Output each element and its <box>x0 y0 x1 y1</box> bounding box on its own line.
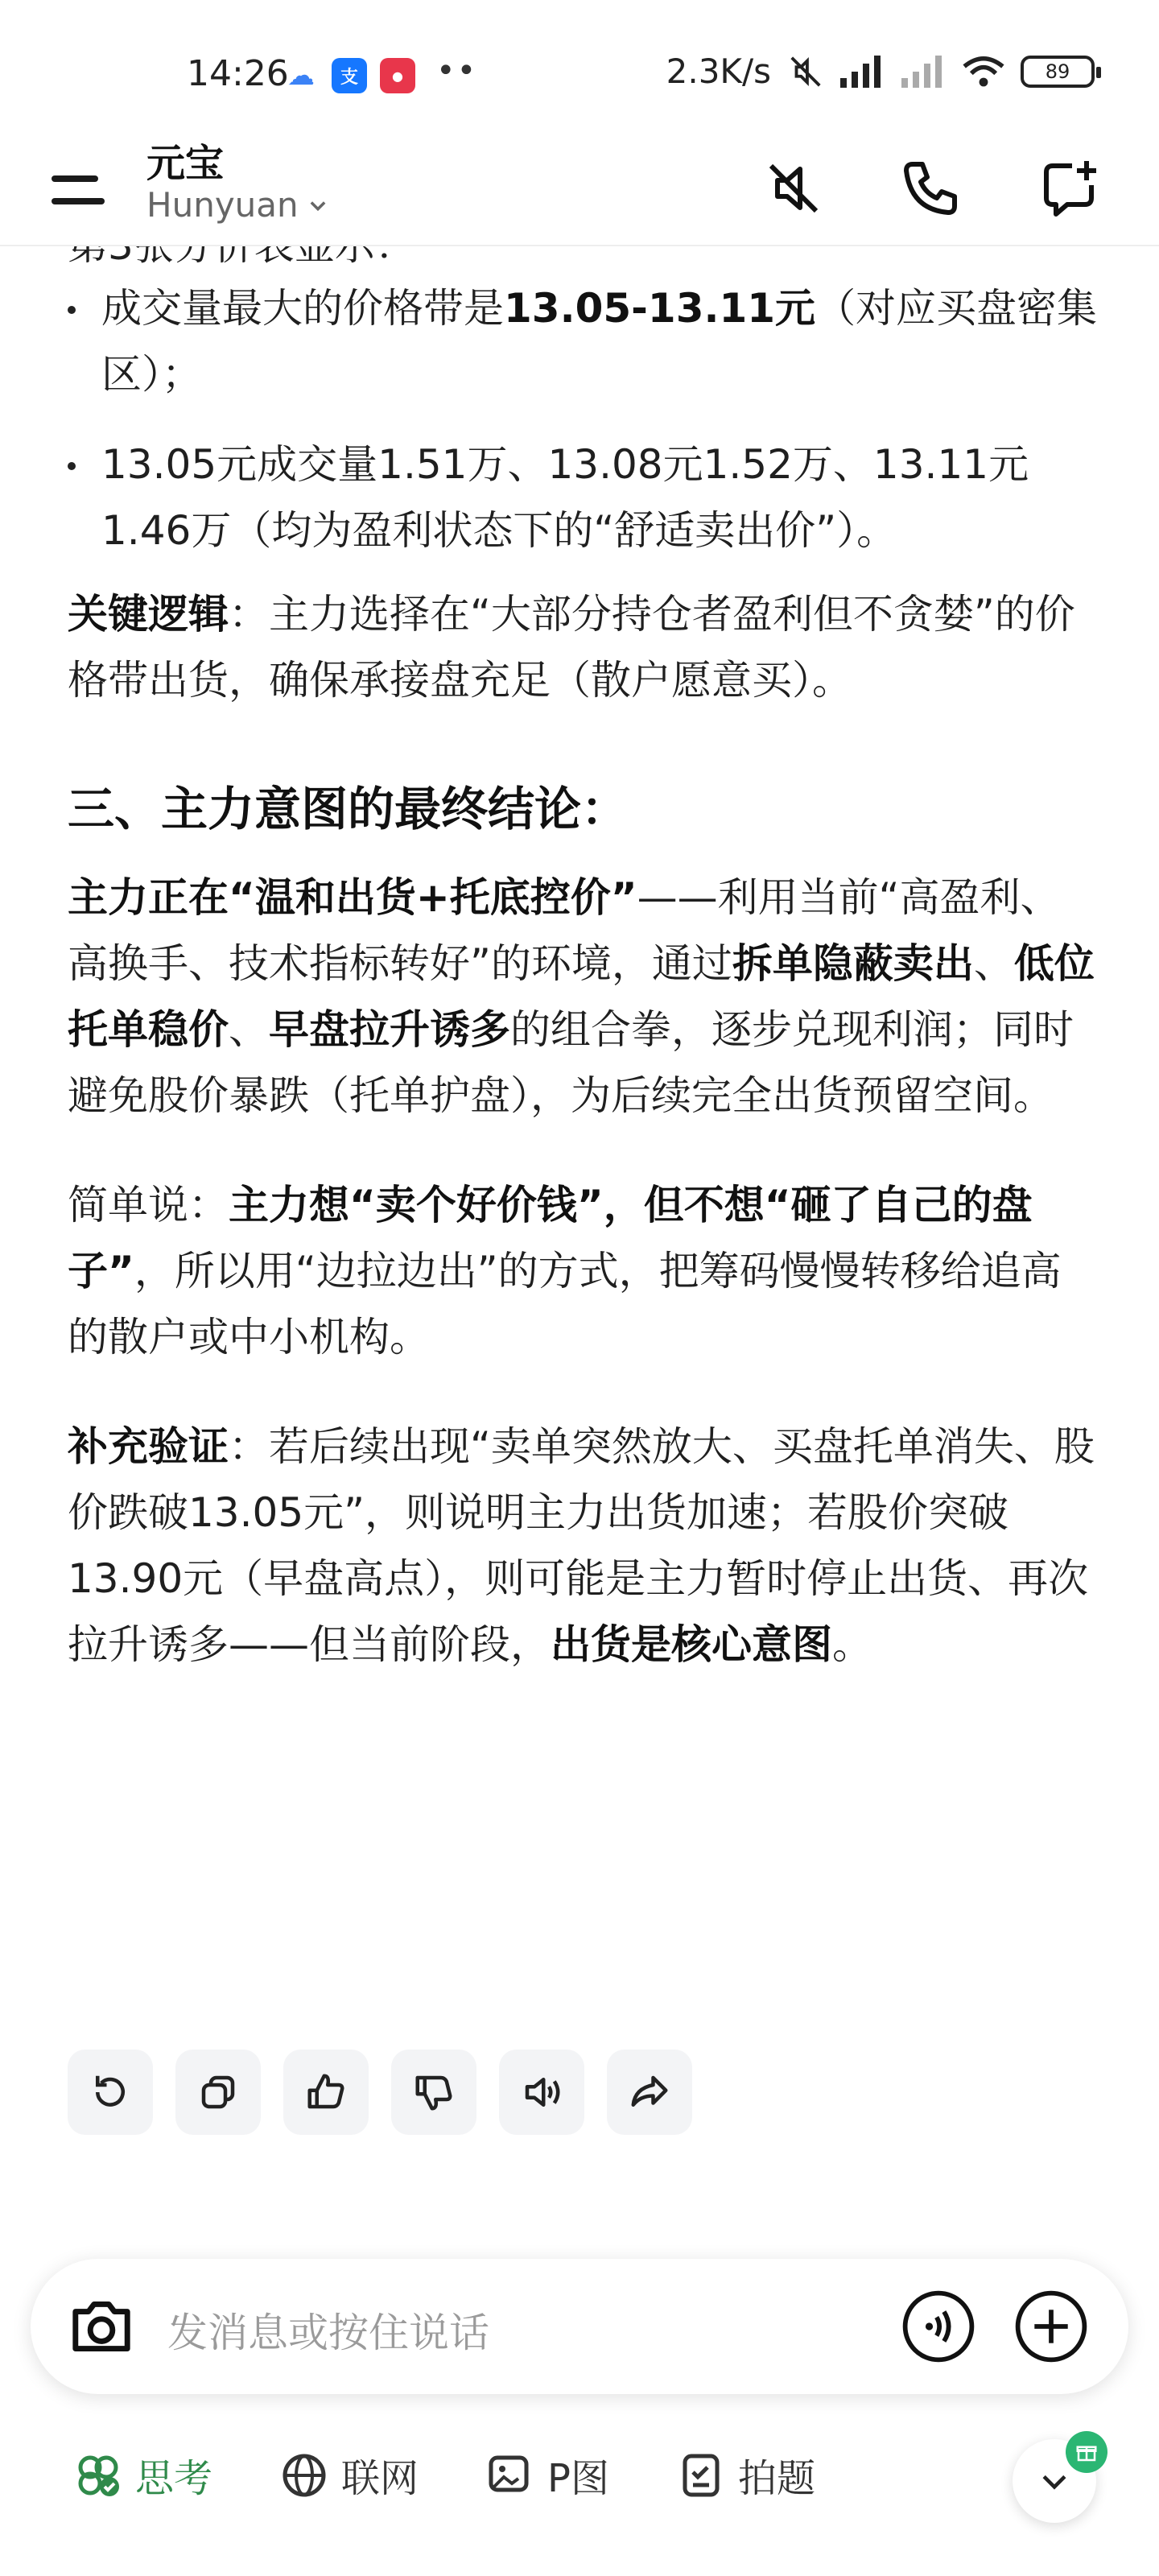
share-icon <box>628 2070 671 2114</box>
voice-call-button[interactable] <box>901 2289 975 2363</box>
summary-paragraph <box>68 1172 1098 1370</box>
read-aloud-button[interactable] <box>499 2050 584 2135</box>
alipay-icon: 支 <box>332 58 367 93</box>
speaker-muted-icon <box>761 156 826 221</box>
list-item <box>68 275 1098 407</box>
bold-text: 早盘拉升诱多 <box>269 1006 510 1053</box>
bold-text: 出货是核心意图 <box>551 1621 832 1668</box>
signal-icon <box>840 56 885 88</box>
tab-image-edit[interactable] <box>485 2447 609 2503</box>
text: ，所以用“边拉边出”的方式，把筹码慢慢转移给追高的散户或中小机构。 <box>68 1248 1062 1360</box>
gift-icon <box>1074 2440 1099 2464</box>
text: ：若后续出现“卖单突然放大、买盘托单消失、股价跌破13.05元”，则说明主力出货加速；若股价突破13.90元（早盘高点），则可能是主力暂时停止出货、再次拉升诱多——但当前阶段， <box>68 1423 1095 1668</box>
more-notifications-icon: •• <box>436 52 478 89</box>
tab-label: P图 <box>547 2456 609 2501</box>
key-logic-label: 关键逻辑 <box>68 591 229 638</box>
tab-label: 思考 <box>135 2456 213 2501</box>
camera-button[interactable] <box>64 2289 138 2363</box>
thumbs-up-icon <box>304 2070 348 2114</box>
text: 。 <box>832 1621 872 1668</box>
copy-button[interactable] <box>175 2050 261 2135</box>
tab-web-search[interactable] <box>278 2447 419 2503</box>
refresh-icon <box>89 2070 132 2114</box>
new-chat-button[interactable] <box>1029 148 1109 229</box>
cloud-icon: ☁ <box>287 60 315 92</box>
menu-button[interactable] <box>48 158 108 217</box>
copy-icon <box>196 2070 240 2114</box>
add-attachment-button[interactable] <box>1014 2289 1088 2363</box>
bold-text: 主力想“卖个好价钱”，但不想“砸了自己的盘子” <box>68 1182 1033 1294</box>
like-button[interactable] <box>283 2050 369 2135</box>
bullet-text: 13.05元成交量1.51万、13.08元1.52万、13.11元1.46万（均为盈利状态下的“舒适卖出价”）。 <box>101 441 1029 554</box>
model-name: Hunyuan <box>146 185 299 225</box>
chevron-down-icon <box>307 194 329 217</box>
status-app-icons <box>283 52 478 93</box>
menu-icon-bar <box>52 175 98 182</box>
bullet-text: 成交量最大的价格带是 <box>101 285 504 332</box>
regenerate-button[interactable] <box>68 2050 153 2135</box>
app-header <box>0 129 1159 246</box>
feature-tabs <box>72 2447 815 2503</box>
speaker-icon <box>520 2070 563 2114</box>
battery-icon <box>1021 56 1095 88</box>
status-right <box>666 52 1095 91</box>
bold-text: 主力正在“温和出货+托底控价” <box>68 874 637 921</box>
bold-text: 拆单隐蔽卖出 <box>732 940 974 987</box>
text: ——利用当前“高盈利、高换手、技术指标转好”的环境，通过 <box>68 874 1061 987</box>
camera-icon <box>64 2289 138 2363</box>
phone-icon <box>898 156 963 221</box>
message-input-bar <box>31 2259 1128 2394</box>
key-logic-paragraph <box>68 581 1098 713</box>
tab-think[interactable] <box>72 2447 212 2503</box>
message-actions <box>68 2050 692 2135</box>
mute-speaker-button[interactable] <box>753 148 834 229</box>
globe-icon <box>278 2450 330 2501</box>
thumbs-down-icon <box>412 2070 456 2114</box>
text: 、 <box>229 1006 269 1053</box>
key-logic-text: ：主力选择在“大部分持仓者盈利但不贪婪”的价格带出货，确保承接盘充足（散户愿意买）。 <box>68 591 1075 704</box>
bullet-text: （对应买盘密集区）； <box>101 285 1098 398</box>
battery-level: 89 <box>1045 60 1070 83</box>
list-item <box>68 431 1098 564</box>
image-edit-icon <box>485 2450 536 2501</box>
text: 的组合拳，逐步兑现利润；同时避免股价暴跌（托单护盘），为后续完全出货预留空间。 <box>68 1006 1074 1119</box>
verification-paragraph <box>68 1414 1098 1678</box>
photo-question-icon <box>675 2450 727 2501</box>
plus-icon <box>1014 2289 1088 2363</box>
wifi-icon <box>963 56 1004 88</box>
app-title: 元宝 <box>146 141 225 186</box>
gift-badge[interactable] <box>1066 2431 1107 2473</box>
bold-text: 低位托单稳价 <box>68 940 1095 1053</box>
text: 、 <box>973 940 1014 987</box>
xiaohongshu-icon: ● <box>380 58 415 93</box>
share-button[interactable] <box>607 2050 692 2135</box>
chevron-down-icon <box>1037 2463 1072 2499</box>
tab-label: 联网 <box>341 2456 419 2501</box>
voice-wave-icon <box>901 2289 975 2363</box>
new-chat-icon <box>1037 156 1101 221</box>
text: 简单说： <box>68 1182 229 1228</box>
network-speed: 2.3K/s <box>666 52 771 91</box>
section-heading: 三、主力意图的最终结论： <box>68 782 629 836</box>
mute-icon <box>787 53 824 90</box>
bullet-bold-text: 13.05-13.11元 <box>504 285 816 332</box>
conclusion-paragraph <box>68 865 1098 1129</box>
think-icon <box>72 2450 124 2501</box>
model-selector[interactable] <box>146 185 329 225</box>
tab-photo-question[interactable] <box>675 2447 815 2503</box>
call-button[interactable] <box>890 148 971 229</box>
dislike-button[interactable] <box>391 2050 476 2135</box>
bold-text: 补充验证 <box>68 1423 229 1470</box>
menu-icon-bar <box>52 198 105 204</box>
message-input[interactable]: 发消息或按住说话 <box>167 2310 489 2356</box>
assistant-message <box>68 233 1098 1678</box>
tab-label: 拍题 <box>737 2456 815 2501</box>
status-time: 14:26 <box>187 53 289 94</box>
status-bar <box>0 0 1159 129</box>
signal-2-icon <box>901 56 947 88</box>
